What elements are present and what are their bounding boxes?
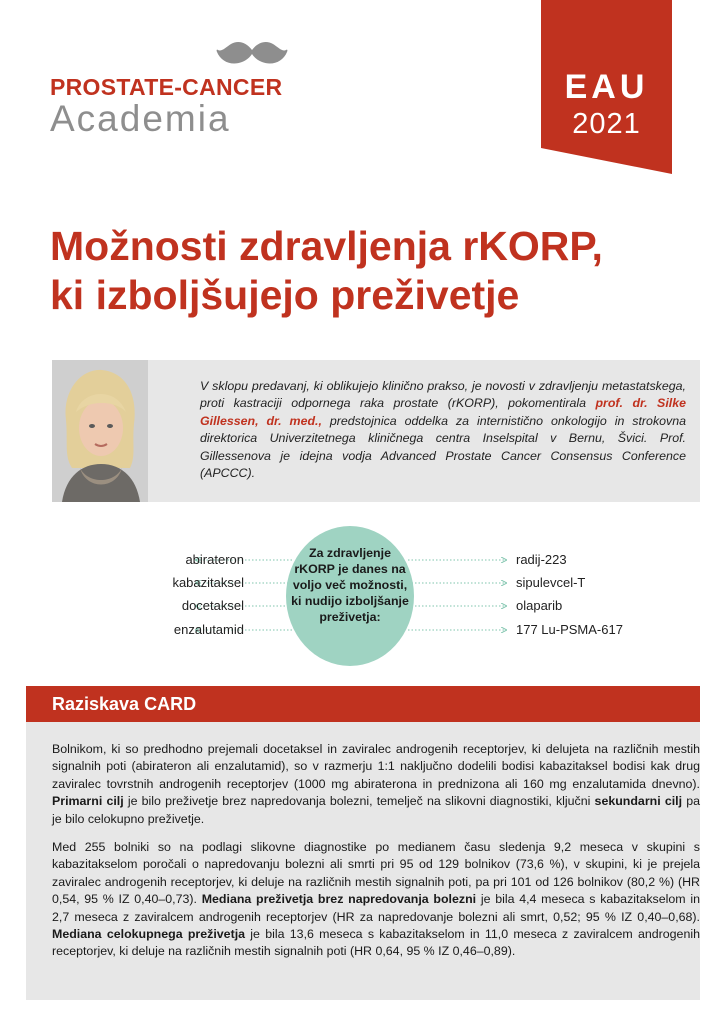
- p1-text-a: Bolnikom, ki so predhodno prejemali docetaksel in zaviralec androgenih receptorjev, ki delujeta na različnih mestih signalnih poti (abirateron ali enzalutamid), so v razmerju 1:1 naključno dodelili bodisi kabazitaksel bodisi kak drug zaviralec tovrstnih androgenih receptorjev (1000 mg abiraterona in prednizona ali 160 mg enzalutamida dnevno).: [52, 742, 700, 791]
- logo-line-academia: Academia: [50, 98, 231, 139]
- p1-bold-secondary-goal: sekundarni cilj: [594, 794, 683, 809]
- mustache-icon: [216, 38, 288, 72]
- p2-text-a: Med 255 bolniki so na podlagi slikovne diagnostike po medianem času sledenja 9,2 meseca v skupini s kabazitakselom poročali o napredovanju bolezni ali smrti pri 95 od 129 bolnikov (73,6 %), v skupini, ki je prejela zaviralec androgenih receptorjev, ki deluje na različnih mestih signalnih poti, pa pri 101 od 126 bolnikov (80,2 %) (HR 0,54, 95 % IZ 0,40–0,73).: [52, 840, 700, 907]
- treatment-right-3: olaparib: [516, 598, 563, 613]
- speaker-intro-text: [200, 378, 686, 482]
- p1-text-c: je bilo preživetje brez napredovanja bolezni, temelječ na slikovni diagnostiki, ključni: [123, 794, 595, 809]
- badge-year: 2021: [572, 108, 641, 140]
- intro-text-part-2: predstojnica oddelka za internistično onkologijo in strokovna direktorica Univerzitetnega kliničnega centra Inselspital v Bernu, Švici. Prof. Gillessenova je idejna vodja Advanced Prostate Cancer Consensus Conference (APCCC).: [200, 413, 687, 481]
- p2-text-d: je bila 13,6 meseca s kabazitakselom in 11,0 meseca z zaviralcem androgenih receptorjev, ki deluje na različnih mestih signalnih poti (HR 0,64, 95 % IZ 0,46–0,89).: [52, 927, 700, 959]
- treatment-left-1: abirateron: [185, 552, 244, 567]
- p1-text-d: pa je bilo celokupno preživetje.: [52, 794, 700, 826]
- p2-bold-os: Mediana celokupnega preživetja: [52, 927, 246, 942]
- treatment-right-1: radij-223: [516, 552, 567, 567]
- treatment-left-3: docetaksel: [181, 598, 244, 613]
- logo-line-prostate-cancer: PROSTATE-CANCER: [50, 74, 283, 100]
- page-title: [50, 222, 700, 320]
- p2-bold-pfs: Mediana preživetja brez napredovanja bolezni: [201, 892, 477, 907]
- section-title: Raziskava CARD: [52, 694, 197, 714]
- treatment-left-2: kabazitaksel: [172, 575, 244, 590]
- speaker-intro-box: [52, 360, 700, 502]
- treatment-left-4: enzalutamid: [173, 622, 244, 637]
- p1-bold-primary-goal: Primarni cilj: [52, 794, 124, 809]
- body-paragraph-2: [52, 839, 700, 961]
- intro-text-part-1: V sklopu predavanj, ki oblikujejo klinično prakso, je novosti v zdravljenju metastatskega, proti kastraciji odpornega raka prostate (rKORP), pokomentirala: [200, 379, 686, 411]
- badge-eau: EAU: [564, 68, 649, 106]
- p2-text-c: je bila 4,4 meseca s kabazitakselom in 2,7 meseca z zaviralcem androgenih receptorjev (HR za napredovanje bolezni ali smrt, 0,52; 95 % IZ 0,40–0,68).: [52, 892, 700, 924]
- title-line-2: ki izboljšujejo preživetje: [50, 272, 520, 318]
- prostate-cancer-academia-logo: [50, 38, 300, 148]
- treatment-summary-text: Za zdravljenje rKORP je danes na voljo več možnosti, ki nudijo izboljšanje preživetja:: [291, 546, 409, 624]
- speaker-portrait: [52, 360, 148, 502]
- speaker-portrait-illustration: [52, 360, 148, 502]
- treatment-right-2: sipulevcel-T: [516, 575, 586, 590]
- title-line-1: Možnosti zdravljenja rKORP,: [50, 223, 603, 269]
- body-paragraph-1: [52, 741, 700, 828]
- speaker-name: prof. dr. Silke Gillessen, dr. med.,: [200, 396, 686, 428]
- treatment-options-diagram: [52, 520, 700, 680]
- treatment-right-4: 177 Lu-PSMA-617: [516, 622, 623, 637]
